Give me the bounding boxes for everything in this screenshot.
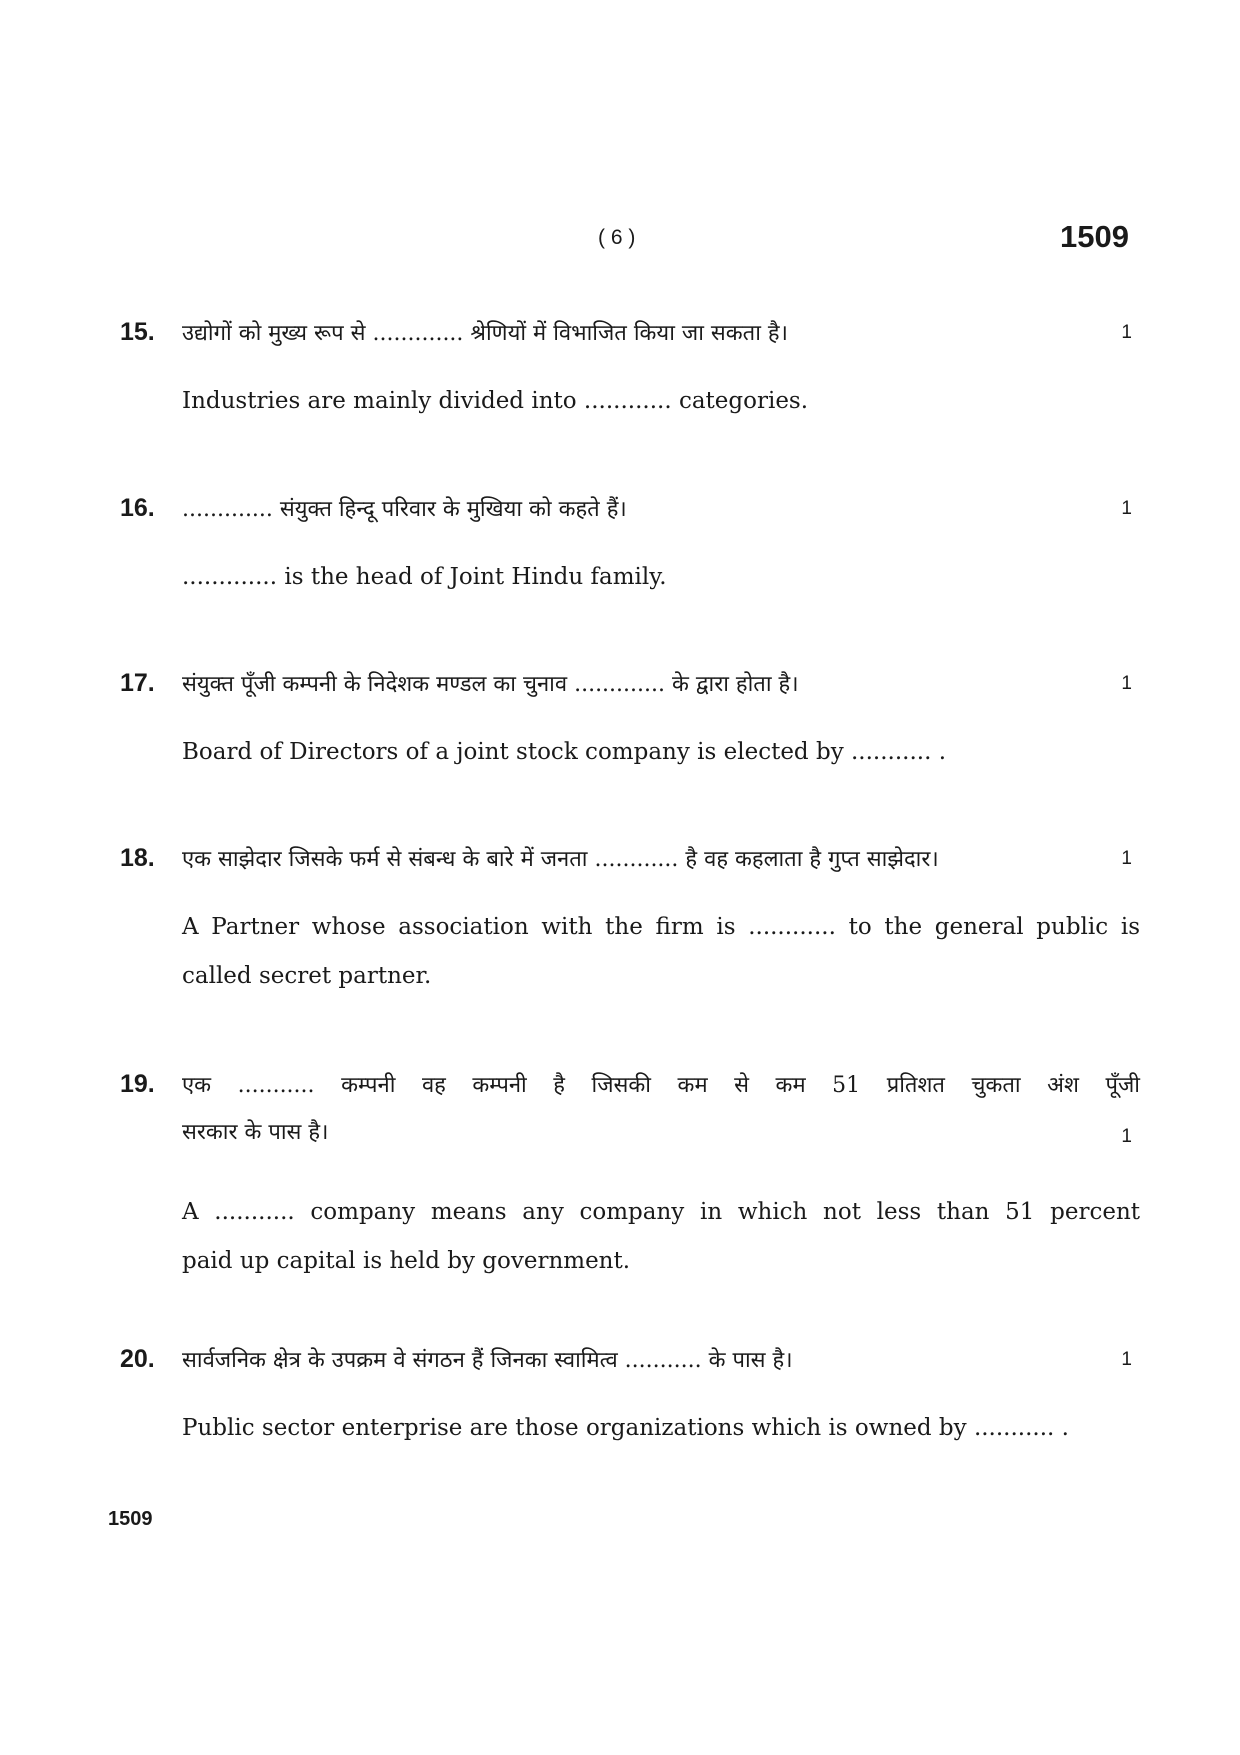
question-number: 15. [120,318,155,346]
question-number: 20. [120,1345,155,1373]
question-english: Board of Directors of a joint stock company is elected by ........... . [182,739,947,765]
paper-code-footer: 1509 [108,1508,153,1530]
question-english-line-2: paid up capital is held by government. [182,1248,631,1274]
question-marks: 1 [1121,673,1132,694]
question-marks: 1 [1121,322,1132,343]
question-english: Industries are mainly divided into ............ categories. [182,388,809,414]
question-english: ............. is the head of Joint Hindu family. [182,564,667,590]
page-number: ( 6 ) [598,226,636,249]
question-number: 17. [120,669,155,697]
question-marks: 1 [1121,1126,1132,1147]
question-hindi: संयुक्त पूँजी कम्पनी के निदेशक मण्डल का चुनाव ............. के द्वारा होता है। [182,672,799,697]
question-english-line-1: A ........... company means any company in which not less than 51 percent [182,1199,1140,1225]
question-marks: 1 [1121,498,1132,519]
question-number: 19. [120,1070,155,1098]
question-hindi: ............. संयुक्त हिन्दू परिवार के मुखिया को कहते हैं। [182,497,627,522]
question-number: 16. [120,494,155,522]
paper-code-header: 1509 [1060,219,1129,254]
question-english: Public sector enterprise are those organizations which is owned by ........... . [182,1415,1069,1441]
question-hindi: उद्योगों को मुख्य रूप से ............. श्रेणियों में विभाजित किया जा सकता है। [182,321,788,346]
question-english-line-1: A Partner whose association with the firm is ............ to the general public is [182,914,1140,940]
question-hindi: सार्वजनिक क्षेत्र के उपक्रम वे संगठन हैं जिनका स्वामित्व ........... के पास है। [182,1348,793,1373]
question-hindi-line-2: सरकार के पास है। [182,1120,329,1145]
question-hindi-line-1: एक ........... कम्पनी वह कम्पनी है जिसकी कम से कम 51 प्रतिशत चुकता अंश पूँजी [182,1073,1140,1098]
question-number: 18. [120,844,155,872]
question-marks: 1 [1121,1349,1132,1370]
question-marks: 1 [1121,848,1132,869]
question-hindi: एक साझेदार जिसके फर्म से संबन्ध के बारे में जनता ............ है वह कहलाता है गुप्त साझेदार। [182,847,939,872]
question-english-line-2: called secret partner. [182,963,432,989]
